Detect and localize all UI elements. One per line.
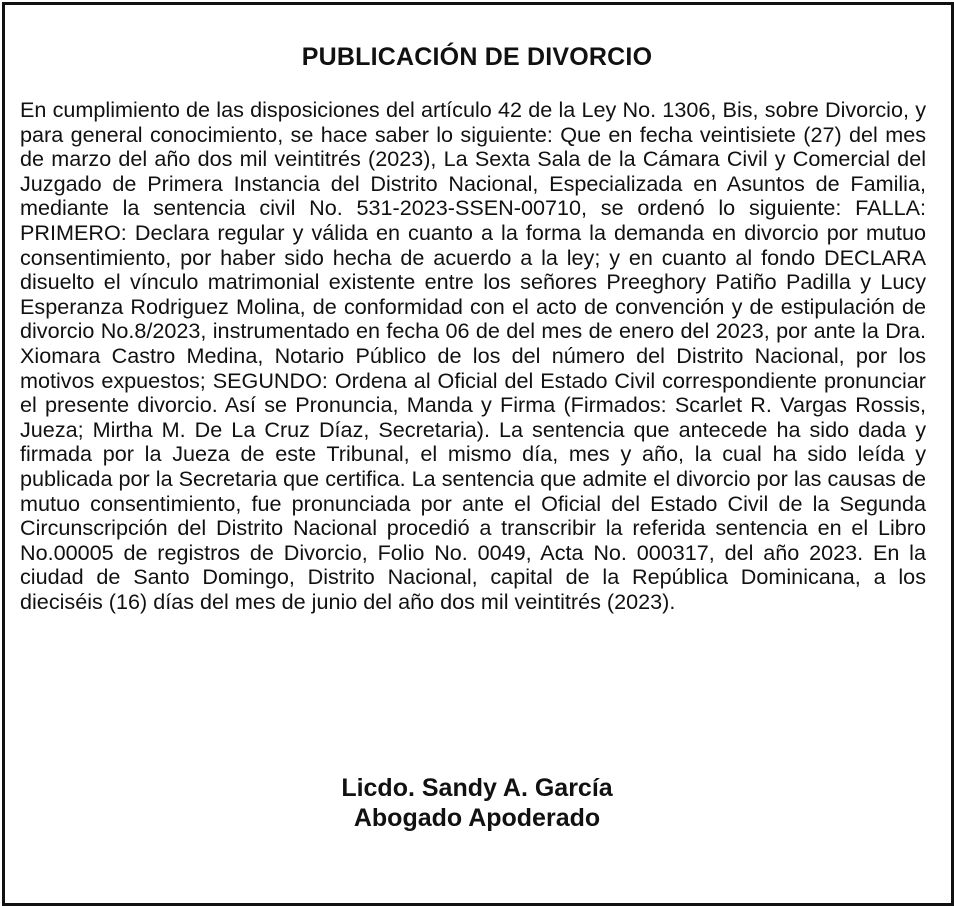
notice-body: En cumplimiento de las disposiciones del artículo 42 de la Ley No. 1306, Bis, sobre Divorcio, y para general conocimiento, se hace saber lo siguiente: Que en fecha veintisiete (27) del mes de marzo del año dos mil veintitrés (2023), La Sexta Sala de la Cámara Civil y Comercial del Juzgado de Primera Instancia del Distrito Nacional, Especializada en Asuntos de Familia, mediante la sentencia civil No. 531-2023-SSEN-00710, se ordenó lo siguiente: FALLA: PRIMERO: Declara regular y válida en cuanto a la forma la demanda en divorcio por mutuo consentimiento, por haber sido hecha de acuerdo a la ley; y en cuanto al fondo DECLARA disuelto el vínculo matrimonial existente entre los señores Preeghory Patiño Padilla y Lucy Esperanza Rodriguez Molina, de conformidad con el acto de convención y de estipulación de divorcio No.8/2023, instrumentado en fecha 06 de del mes de enero del 2023, por ante la Dra. Xiomara Castro Medina, Notario Público de los del número del Distrito Nacional, por los motivos expuestos; SEGUNDO: Ordena al Oficial del Estado Civil correspondiente pronunciar el presente divorcio. Así se Pronuncia, Manda y Firma (Firmados: Scarlet R. Vargas Rossis, Jueza; Mirtha M. De La Cruz Díaz, Secretaria). La sentencia que antecede ha sido dada y firmada por la Jueza de este Tribunal, el mismo día, mes y año, la cual ha sido leída y publicada por la Secretaria que certifica. La sentencia que admite el divorcio por las causas de mutuo consentimiento, fue pronunciada por ante el Oficial del Estado Civil de la Segunda Circunscripción del Distrito Nacional procedió a transcribir la referida sentencia en el Libro No.00005 de registros de Divorcio, Folio No. 0049, Acta No. 000317, del año 2023. En la ciudad de Santo Domingo, Distrito Nacional, capital de la República Dominicana, a los dieciséis (16) días del mes de junio del año dos mil veintitrés (2023). bbox=[20, 97, 926, 614]
signatory-name: Licdo. Sandy A. García bbox=[341, 774, 613, 802]
notice-title: PUBLICACIÓN DE DIVORCIO bbox=[301, 43, 653, 71]
signature-block bbox=[0, 773, 954, 833]
signatory-role: Abogado Apoderado bbox=[353, 804, 601, 832]
